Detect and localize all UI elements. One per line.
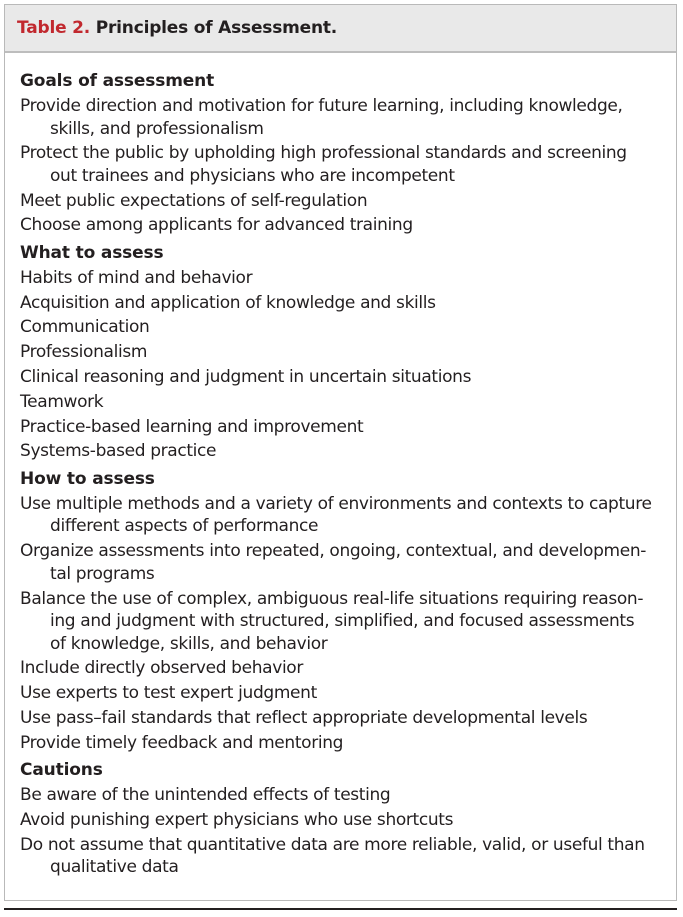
list-item: Systems-based practice bbox=[20, 441, 217, 462]
list-item: Acquisition and application of knowledge and skills bbox=[20, 292, 436, 313]
list-item: Use pass–fail standards that reflect appropriate developmental levels bbox=[20, 707, 588, 728]
section-heading: What to assess bbox=[20, 242, 164, 263]
list-item: Use experts to test expert judgment bbox=[20, 683, 317, 704]
section-heading: Cautions bbox=[20, 760, 103, 781]
table-body bbox=[5, 53, 676, 879]
list-item: Provide direction and motivation for future learning, including knowledge, skills, and professionalism bbox=[20, 96, 623, 139]
list-item: Use multiple methods and a variety of environments and contexts to capture different aspects of performance bbox=[20, 493, 652, 537]
list-item: Be aware of the unintended effects of testing bbox=[20, 785, 391, 806]
list-item: Do not assume that quantitative data are more reliable, valid, or useful than qualitative data bbox=[20, 834, 645, 878]
bottom-rule bbox=[4, 908, 677, 910]
section-items bbox=[20, 95, 676, 237]
section bbox=[20, 468, 676, 754]
list-item: Protect the public by upholding high professional standards and screening out trainees and physicians who are incompetent bbox=[20, 143, 627, 186]
section-items bbox=[20, 493, 676, 754]
table-title-bar bbox=[5, 5, 676, 53]
list-item: Communication bbox=[20, 317, 150, 338]
list-item: Professionalism bbox=[20, 342, 148, 363]
section-items bbox=[20, 784, 676, 879]
list-item: Teamwork bbox=[20, 391, 104, 412]
table-2 bbox=[4, 4, 677, 901]
list-item: Habits of mind and behavior bbox=[20, 267, 253, 288]
list-item: Practice-based learning and improvement bbox=[20, 416, 364, 437]
section-heading: Goals of assessment bbox=[20, 71, 215, 91]
section bbox=[20, 759, 676, 879]
table-label: Table 2. bbox=[17, 18, 91, 38]
section-heading: How to assess bbox=[20, 468, 155, 489]
list-item: Balance the use of complex, ambiguous real-life situations requiring reason- ing and judgment with structured, simplified, and focused assessments of knowledge, skills, and behavior bbox=[20, 588, 644, 654]
list-item: Meet public expectations of self-regulation bbox=[20, 190, 368, 211]
section bbox=[20, 242, 676, 463]
section bbox=[20, 70, 676, 237]
list-item: Choose among applicants for advanced training bbox=[20, 215, 413, 236]
list-item: Organize assessments into repeated, ongoing, contextual, and developmen- tal programs bbox=[20, 541, 647, 584]
list-item: Include directly observed behavior bbox=[20, 658, 304, 679]
list-item: Avoid punishing expert physicians who use shortcuts bbox=[20, 810, 454, 831]
list-item: Clinical reasoning and judgment in uncertain situations bbox=[20, 367, 472, 388]
list-item: Provide timely feedback and mentoring bbox=[20, 732, 344, 753]
section-items bbox=[20, 267, 676, 463]
table-title: Principles of Assessment. bbox=[95, 18, 338, 38]
